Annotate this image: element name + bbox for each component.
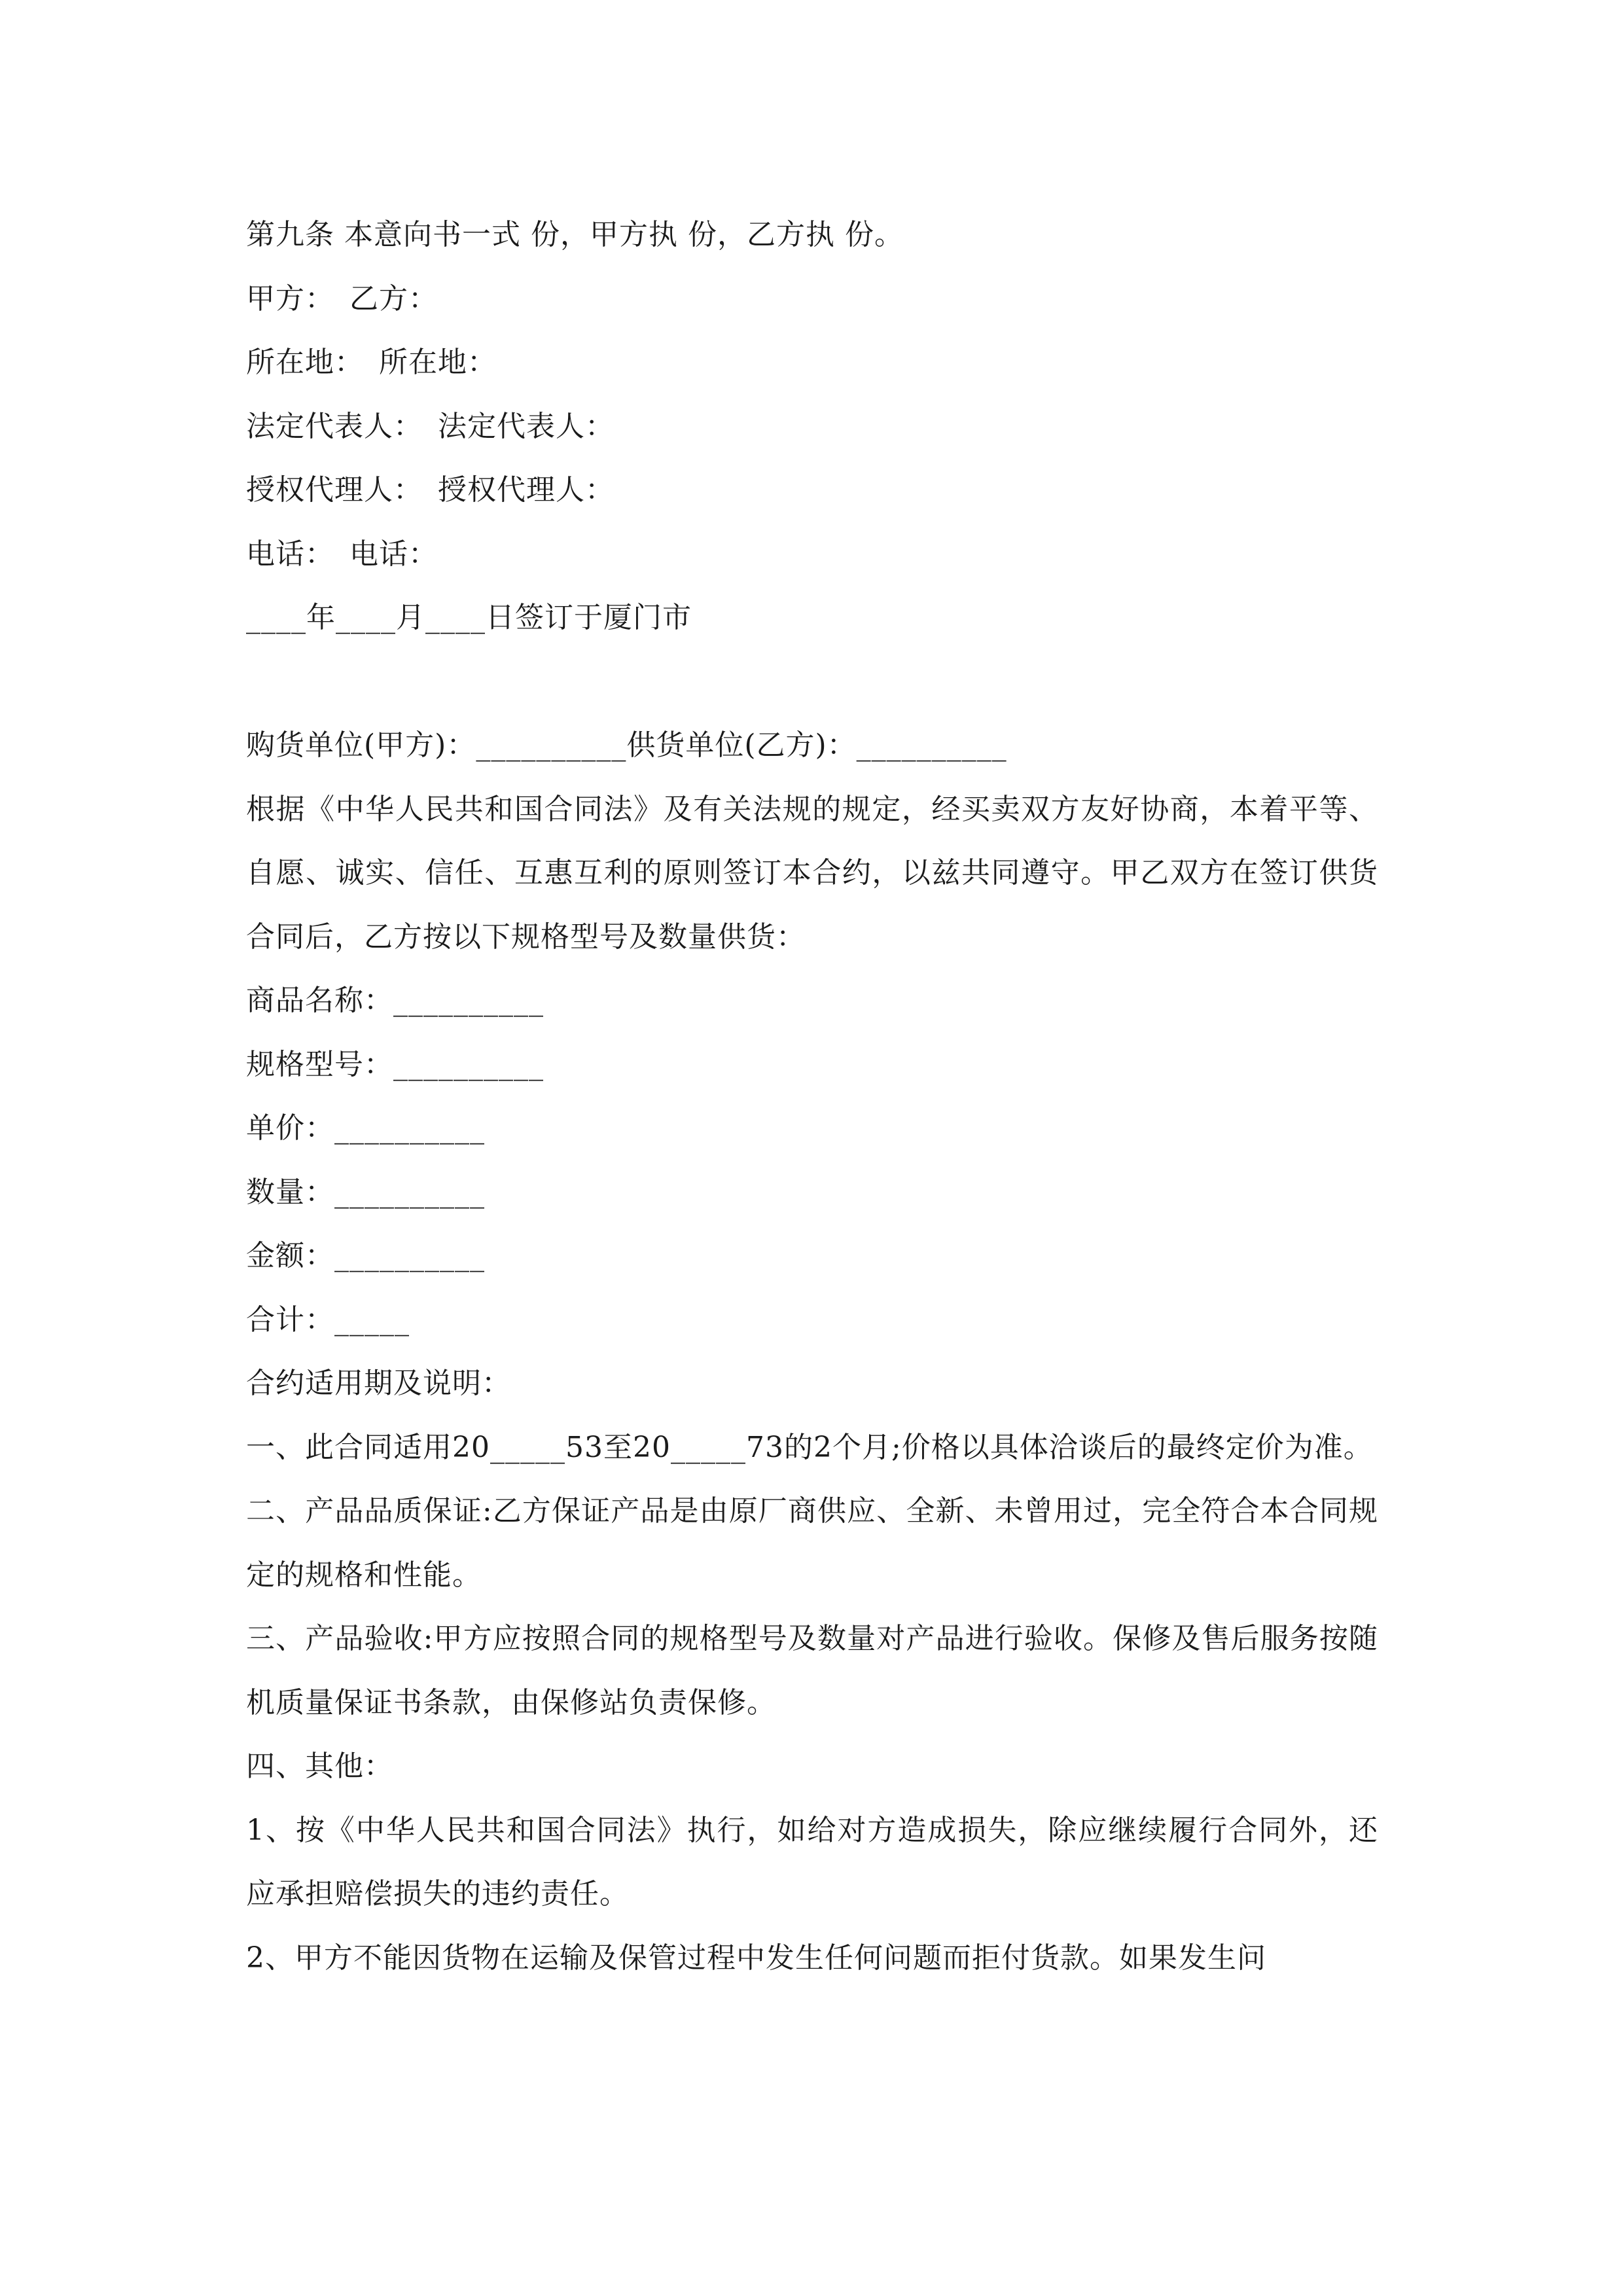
field-amount: 金额：__________ bbox=[246, 1239, 485, 1272]
clause-three: 三、产品验收:甲方应按照合同的规格型号及数量对产品进行验收。保修及售后服务按随机质量保证书条款，由保修站负责保修。 bbox=[246, 1622, 1378, 1719]
document-body bbox=[246, 203, 1378, 1990]
authorized-agent-labels: 授权代理人： 授权代理人： bbox=[246, 473, 615, 507]
party-labels: 甲方： 乙方： bbox=[246, 281, 438, 315]
field-total: 合计：_____ bbox=[246, 1302, 410, 1336]
other-item-one: 1、按《中华人民共和国合同法》执行，如给对方造成损失，除应继续履行合同外，还应承担赔偿损失的违约责任。 bbox=[246, 1813, 1378, 1910]
section-gap bbox=[246, 650, 1378, 714]
signing-date-line: ____年____月____日签订于厦门市 bbox=[246, 601, 692, 634]
article-nine: 第九条 本意向书一式 份，甲方执 份，乙方执 份。 bbox=[246, 218, 904, 251]
clause-two: 二、产品品质保证:乙方保证产品是由原厂商供应、全新、未曾用过，完全符合本合同规定的规格和性能。 bbox=[246, 1494, 1378, 1592]
field-product-name: 商品名称：__________ bbox=[246, 984, 544, 1017]
legal-rep-labels: 法定代表人： 法定代表人： bbox=[246, 409, 615, 443]
field-unit-price: 单价：__________ bbox=[246, 1111, 485, 1145]
field-model: 规格型号：__________ bbox=[246, 1047, 544, 1081]
terms-heading: 合约适用期及说明： bbox=[246, 1367, 511, 1400]
clause-one: 一、此合同适用20_____53至20_____73的2个月;价格以具体洽谈后的最终定价为准。 bbox=[246, 1430, 1373, 1464]
phone-labels: 电话： 电话： bbox=[246, 537, 438, 571]
buyer-supplier-line: 购货单位(甲方)：__________供货单位(乙方)：__________ bbox=[246, 728, 1007, 762]
intro-paragraph: 根据《中华人民共和国合同法》及有关法规的规定，经买卖双方友好协商，本着平等、自愿、诚实、信任、互惠互利的原则签订本合约，以兹共同遵守。甲乙双方在签订供货合同后，乙方按以下规格型号及数量供货： bbox=[246, 792, 1378, 954]
field-quantity: 数量：__________ bbox=[246, 1175, 485, 1209]
address-labels: 所在地： 所在地： bbox=[246, 346, 497, 379]
other-heading: 四、其他： bbox=[246, 1749, 393, 1783]
other-item-two: 2、甲方不能因货物在运输及保管过程中发生任何问题而拒付货款。如果发生问 bbox=[246, 1941, 1266, 1975]
